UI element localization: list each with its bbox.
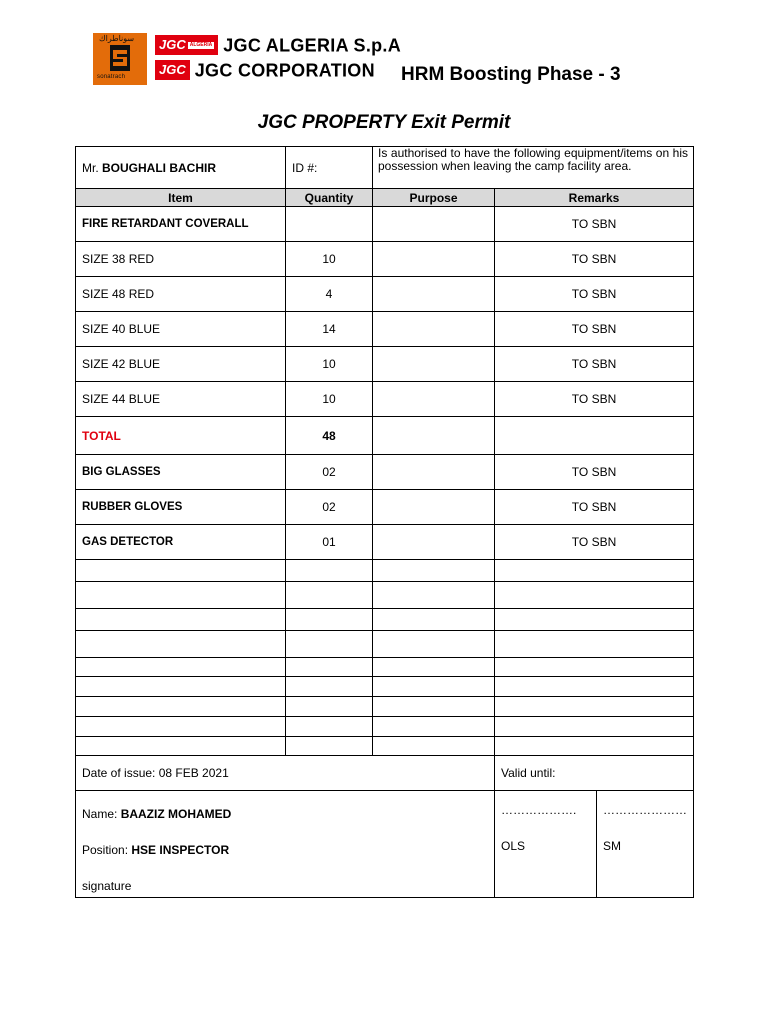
date-of-issue: Date of issue: 08 FEB 2021	[76, 756, 495, 791]
purpose-cell	[373, 207, 495, 242]
empty-row	[76, 717, 694, 737]
issuer-block: Name: BAAZIZ MOHAMED Position: HSE INSPECTOR signature	[76, 791, 495, 898]
project-title: HRM Boosting Phase - 3	[401, 64, 621, 85]
authorisation-text: Is authorised to have the following equipment/items on his possession when leaving the camp facility area.	[373, 147, 694, 189]
empty-row	[76, 677, 694, 697]
brand-name-algeria: JGC ALGERIA S.p.A	[223, 33, 402, 55]
exit-permit-table	[75, 146, 694, 898]
purpose-cell	[373, 242, 495, 277]
purpose-cell	[373, 525, 495, 560]
id-cell: ID #:	[286, 147, 373, 189]
remarks-cell: TO SBN	[495, 455, 694, 490]
table-row	[76, 455, 694, 490]
item-cell: SIZE 40 BLUE	[76, 312, 286, 347]
brand-jgc-algeria	[155, 35, 401, 55]
valid-until: Valid until:	[495, 756, 694, 791]
holder-name-cell: Mr. BOUGHALI BACHIR	[76, 147, 286, 189]
table-row	[76, 490, 694, 525]
empty-row	[76, 560, 694, 582]
quantity-cell	[286, 207, 373, 242]
quantity-cell: 01	[286, 525, 373, 560]
table-row	[76, 242, 694, 277]
item-cell: BIG GLASSES	[76, 455, 286, 490]
purpose-cell	[373, 417, 495, 455]
remarks-cell: TO SBN	[495, 490, 694, 525]
empty-row	[76, 609, 694, 631]
table-header-row	[76, 189, 694, 207]
logo-arabic-text: سوناطراك	[99, 34, 135, 43]
remarks-cell: TO SBN	[495, 277, 694, 312]
quantity-cell: 10	[286, 382, 373, 417]
item-cell: SIZE 48 RED	[76, 277, 286, 312]
sonatrach-mark-icon	[110, 45, 130, 71]
remarks-cell: TO SBN	[495, 347, 694, 382]
brand-name-corporation: JGC CORPORATION	[194, 58, 375, 80]
sm-approval: ………………… SM	[603, 803, 688, 853]
item-cell: RUBBER GLOVES	[76, 490, 286, 525]
quantity-cell: 10	[286, 242, 373, 277]
remarks-cell	[495, 417, 694, 455]
quantity-cell: 10	[286, 347, 373, 382]
brand-jgc-corporation	[155, 60, 375, 80]
document-title: JGC PROPERTY Exit Permit	[257, 112, 511, 133]
issue-row	[76, 756, 694, 791]
quantity-cell: 02	[286, 455, 373, 490]
item-cell: FIRE RETARDANT COVERALL	[76, 207, 286, 242]
holder-name: BOUGHALI BACHIR	[102, 160, 217, 175]
empty-row	[76, 737, 694, 756]
issuer-name: BAAZIZ MOHAMED	[120, 807, 232, 821]
total-row	[76, 417, 694, 455]
item-cell: SIZE 44 BLUE	[76, 382, 286, 417]
table-row	[76, 347, 694, 382]
col-header-item: Item	[76, 189, 286, 207]
ols-approval: ………………. OLS	[495, 791, 597, 897]
sonatrach-logo	[93, 33, 147, 85]
table-row	[76, 312, 694, 347]
empty-row	[76, 697, 694, 717]
remarks-cell: TO SBN	[495, 312, 694, 347]
table-row	[76, 525, 694, 560]
col-header-quantity: Quantity	[286, 189, 373, 207]
approval-block	[495, 791, 694, 898]
signature-row	[76, 791, 694, 898]
remarks-cell: TO SBN	[495, 525, 694, 560]
issuer-position: HSE INSPECTOR	[131, 843, 230, 857]
table-row	[76, 382, 694, 417]
remarks-cell: TO SBN	[495, 207, 694, 242]
item-cell: GAS DETECTOR	[76, 525, 286, 560]
purpose-cell	[373, 382, 495, 417]
table-row	[76, 207, 694, 242]
quantity-cell: 02	[286, 490, 373, 525]
purpose-cell	[373, 490, 495, 525]
empty-row	[76, 631, 694, 658]
purpose-cell	[373, 455, 495, 490]
jgc-logo-box: JGC ALGERIA	[155, 35, 218, 55]
item-cell: SIZE 42 BLUE	[76, 347, 286, 382]
quantity-cell: 14	[286, 312, 373, 347]
purpose-cell	[373, 347, 495, 382]
signature-label: signature	[82, 879, 132, 893]
empty-row	[76, 582, 694, 609]
jgc-logo-box: JGC	[155, 60, 190, 80]
table-row	[76, 277, 694, 312]
purpose-cell	[373, 312, 495, 347]
remarks-cell: TO SBN	[495, 242, 694, 277]
total-quantity: 48	[286, 417, 373, 455]
purpose-cell	[373, 277, 495, 312]
col-header-purpose: Purpose	[373, 189, 495, 207]
empty-row	[76, 658, 694, 677]
logo-english-text: sonatrach	[97, 74, 126, 80]
item-cell: SIZE 38 RED	[76, 242, 286, 277]
remarks-cell: TO SBN	[495, 382, 694, 417]
quantity-cell: 4	[286, 277, 373, 312]
col-header-remarks: Remarks	[495, 189, 694, 207]
total-label: TOTAL	[76, 417, 286, 455]
